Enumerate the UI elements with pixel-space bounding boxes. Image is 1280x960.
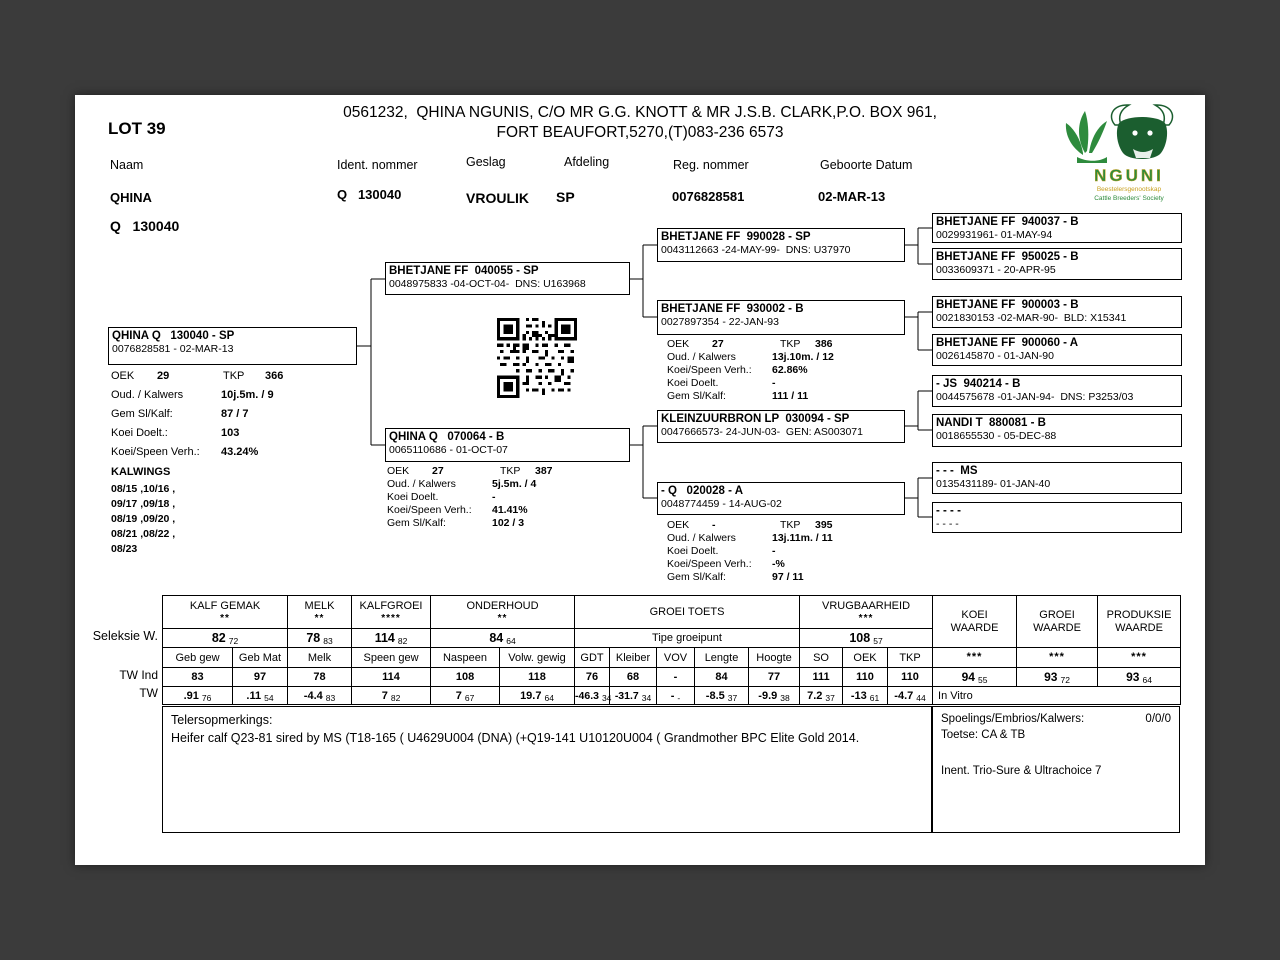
stat-row: Oud. / Kalwers 13j.11m. / 11 <box>667 532 833 544</box>
seleksie-onderhoud: 84 64 <box>431 629 575 648</box>
stat-row: Koei/Speen Verh.: 41.41% <box>387 504 528 516</box>
tw-cell: -4.4 83 <box>288 687 352 705</box>
health-info-box <box>932 706 1180 833</box>
sub-header: Naspeen <box>431 648 500 668</box>
gp1-name: BHETJANE FF 930002 - B <box>661 303 804 315</box>
tw-ind-cell: 111 <box>800 668 843 687</box>
remarks-title: Telersopmerkings: <box>171 713 273 727</box>
pedigree-box-dam <box>385 428 630 462</box>
tw-ind-cell: 84 <box>695 668 749 687</box>
value-naam: QHINA <box>110 190 152 205</box>
pedigree-box-ggp-2 <box>932 296 1182 328</box>
sub-header: VOV <box>657 648 695 668</box>
gp3-reg: 0048774459 - 14-AUG-02 <box>661 498 782 510</box>
tw-ind-cell: 110 <box>843 668 888 687</box>
tw-ind-cell: 108 <box>431 668 500 687</box>
gp1-reg: 0027897354 - 22-JAN-93 <box>661 316 779 328</box>
title-line-1: 0561232, QHINA NGUNIS, C/O MR G.G. KNOTT & MR J.S.B. CLARK,P.O. BOX 961, <box>343 104 937 121</box>
seleksie-kalfgroei: 114 82 <box>352 629 431 648</box>
inent-line: Inent. Trio-Sure & Ultrachoice 7 <box>941 765 1102 777</box>
nguni-logo <box>1057 101 1187 208</box>
ggp6-reg: 0135431189- 01-JAN-40 <box>936 478 1051 490</box>
produksie-waarde-stars: *** <box>1098 648 1181 668</box>
remarks-body: Heifer calf Q23-81 sired by MS (T18-165 ( U4629U004 (DNA) (+Q19-141 U10120U004 ( Grandmother BPC Elite Gold 2014. <box>171 731 860 745</box>
sub-header: Kleiber <box>610 648 657 668</box>
tw-ind-cell: 83 <box>163 668 233 687</box>
logo-name: NGUNI <box>1094 166 1164 185</box>
dam-name: QHINA Q 070064 - B <box>389 431 505 443</box>
spoelings-label: Spoelings/Embrios/Kalwers: <box>941 713 1085 725</box>
koei-waarde-stars: *** <box>933 648 1017 668</box>
stat-row: Koei/Speen Verh.: 62.86% <box>667 364 808 376</box>
tw-ind-cell: 114 <box>352 668 431 687</box>
tw-ind-groei-waarde: 93 72 <box>1017 668 1098 687</box>
tw-cell: -4.7 44 <box>888 687 933 705</box>
stat-row: Koei Doelt. - <box>387 491 496 503</box>
performance-table <box>162 595 1181 705</box>
tw-ind-cell: 77 <box>749 668 800 687</box>
pedigree-box-sire <box>385 262 630 295</box>
pedigree-box-gp-2 <box>657 410 905 443</box>
ggp4-name: - JS 940214 - B <box>936 378 1021 390</box>
label-afdeling: Afdeling <box>564 155 610 169</box>
ggp6-name: - - - MS <box>936 465 978 477</box>
tw-ind-cell: 118 <box>500 668 575 687</box>
tw-ind-cell: 110 <box>888 668 933 687</box>
value-geboorte-datum: 02-MAR-13 <box>818 189 886 204</box>
value-geslag: VROULIK <box>466 190 529 206</box>
tw-ind-produksie-waarde: 93 64 <box>1098 668 1181 687</box>
row-label-tw: TW <box>139 686 158 700</box>
stat-row: Gem Sl/Kalf: 87 / 7 <box>111 408 249 420</box>
sub-header: Melk <box>288 648 352 668</box>
tw-cell: 19.7 64 <box>500 687 575 705</box>
stat-row: Koei Doelt. - <box>667 377 776 389</box>
pedigree-box-ggp-6 <box>932 462 1182 494</box>
pedigree-box-ggp-4 <box>932 375 1182 407</box>
stat-row: Oud. / Kalwers 13j.10m. / 12 <box>667 351 834 363</box>
tw-cell: - - <box>657 687 695 705</box>
stat-row: Gem Sl/Kalf: 102 / 3 <box>387 517 525 529</box>
group-groei-toets: GROEI TOETS <box>575 596 800 629</box>
value-afdeling: SP <box>556 189 575 205</box>
sub-header: Geb gew <box>163 648 233 668</box>
stat-row: Gem Sl/Kalf: 97 / 11 <box>667 571 804 583</box>
subject-oek-tkp: OEK 29 TKP 366 <box>111 370 284 382</box>
subject-stats <box>111 367 283 557</box>
logo-subtitle-1: Beestelersgenootskap <box>1096 186 1162 193</box>
sub-header: Volw. gewig <box>500 648 575 668</box>
stat-row: Oud. / Kalwers 5j.5m. / 4 <box>387 478 537 490</box>
gp0-reg: 0043112663 -24-MAY-99- DNS: U37970 <box>661 244 851 256</box>
tw-ind-koei-waarde: 94 55 <box>933 668 1017 687</box>
group-kalfgroei: KALFGROEI **** <box>352 596 431 629</box>
tw-ind-cell: - <box>657 668 695 687</box>
group-groei-waarde: GROEI WAARDE <box>1017 596 1098 648</box>
tw-cell: .91 76 <box>163 687 233 705</box>
pedigree-box-subject <box>108 327 357 365</box>
sire-name: BHETJANE FF 040055 - SP <box>389 265 539 277</box>
lot-number: LOT 39 <box>108 119 166 138</box>
dam-stats <box>387 465 553 530</box>
toetse-line: Toetse: CA & TB <box>941 729 1026 741</box>
breeder-remarks-box <box>162 706 932 833</box>
ggp2-reg: 0021830153 -02-MAR-90- BLD: X15341 <box>936 312 1127 324</box>
ggp0-name: BHETJANE FF 940037 - B <box>936 216 1079 228</box>
gp0-name: BHETJANE FF 990028 - SP <box>661 231 811 243</box>
label-naam: Naam <box>110 158 144 172</box>
value-ident-repeat: Q 130040 <box>110 218 180 234</box>
pedigree-box-gp-3 <box>657 482 905 515</box>
sub-header: Lengte <box>695 648 749 668</box>
row-label-tw-ind: TW Ind <box>119 668 158 682</box>
stat-row: Gem Sl/Kalf: 111 / 11 <box>667 390 809 402</box>
kalwings-line: 08/21 ,08/22 , <box>111 528 176 540</box>
gp3-stats <box>667 519 833 584</box>
group-onderhoud: ONDERHOUD ** <box>431 596 575 629</box>
label-ident-nommer: Ident. nommer <box>337 158 418 172</box>
gp3-name: - Q 020028 - A <box>661 485 744 497</box>
stat-row: Oud. / Kalwers 10j.5m. / 9 <box>111 389 274 401</box>
pedigree-box-gp-1 <box>657 300 905 335</box>
gp2-reg: 0047666573- 24-JUN-03- GEN: AS003071 <box>661 426 863 438</box>
ggp3-name: BHETJANE FF 900060 - A <box>936 337 1079 349</box>
kalwings-title: KALWINGS <box>111 466 171 478</box>
sub-header: OEK <box>843 648 888 668</box>
pedigree-box-ggp-7 <box>932 502 1182 533</box>
spoelings-value: 0/0/0 <box>1145 713 1171 725</box>
spoelings-line <box>941 711 1171 727</box>
pedigree-box-gp-0 <box>657 228 905 262</box>
document-title <box>75 103 1205 143</box>
ggp1-reg: 0033609371 - 20-APR-95 <box>936 264 1056 276</box>
ggp7-name: - - - - <box>936 505 961 517</box>
stat-row: Koei Doelt. - <box>667 545 776 557</box>
tw-cell: -13 61 <box>843 687 888 705</box>
pedigree-box-ggp-1 <box>932 248 1182 280</box>
document-page <box>75 95 1205 865</box>
gp3-oek-tkp: OEK - TKP 395 <box>667 519 833 531</box>
group-produksie-waarde: PRODUKSIE WAARDE <box>1098 596 1181 648</box>
sub-header: TKP <box>888 648 933 668</box>
nguni-logo-graphic <box>1057 101 1187 203</box>
tw-ind-cell: 68 <box>610 668 657 687</box>
tw-cell: 7.2 37 <box>800 687 843 705</box>
gp1-oek-tkp: OEK 27 TKP 386 <box>667 338 833 350</box>
label-geboorte-datum: Geboorte Datum <box>820 158 913 172</box>
group-vrugbaarheid: VRUGBAARHEID *** <box>800 596 933 629</box>
qr-code <box>497 318 577 403</box>
pedigree-box-ggp-0 <box>932 213 1182 243</box>
ggp5-name: NANDI T 880081 - B <box>936 417 1046 429</box>
sire-reg: 0048975833 -04-OCT-04- DNS: U163968 <box>389 278 586 290</box>
pedigree-box-ggp-5 <box>932 414 1182 447</box>
logo-subtitle-2: Cattle Breeders' Society <box>1094 195 1164 202</box>
ggp2-name: BHETJANE FF 900003 - B <box>936 299 1079 311</box>
subject-reg: 0076828581 - 02-MAR-13 <box>112 343 234 355</box>
kalwings-line: 08/19 ,09/20 , <box>111 513 176 525</box>
dam-reg: 0065110686 - 01-OCT-07 <box>389 444 508 456</box>
label-geslag: Geslag <box>466 155 506 169</box>
in-vitro-note: In Vitro <box>933 687 1181 705</box>
pedigree-box-ggp-3 <box>932 334 1182 366</box>
sub-header: Speen gew <box>352 648 431 668</box>
tw-ind-cell: 76 <box>575 668 610 687</box>
ggp3-reg: 0026145870 - 01-JAN-90 <box>936 350 1054 362</box>
value-reg-nommer: 0076828581 <box>672 189 745 204</box>
ggp4-reg: 0044575678 -01-JAN-94- DNS: P3253/03 <box>936 391 1134 403</box>
title-line-2: FORT BEAUFORT,5270,(T)083-236 6573 <box>496 124 784 141</box>
gp2-name: KLEINZUURBRON LP 030094 - SP <box>661 413 850 425</box>
tw-cell: 7 82 <box>352 687 431 705</box>
seleksie-vrugbaarheid: 108 57 <box>800 629 933 648</box>
seleksie-kalf-gemak: 82 72 <box>163 629 288 648</box>
kalwings-line: 09/17 ,09/18 , <box>111 498 176 510</box>
sub-header: SO <box>800 648 843 668</box>
sub-header: GDT <box>575 648 610 668</box>
value-ident-nommer: Q 130040 <box>337 187 402 202</box>
sub-header: Geb Mat <box>233 648 288 668</box>
stat-row: Koei/Speen Verh.: -% <box>667 558 785 570</box>
stat-row: Koei Doelt.: 103 <box>111 427 240 439</box>
tw-cell: -31.7 34 <box>610 687 657 705</box>
gp1-stats <box>667 338 834 403</box>
tw-cell: -46.3 34 <box>575 687 610 705</box>
group-kalf-gemak: KALF GEMAK ** <box>163 596 288 629</box>
dam-oek-tkp: OEK 27 TKP 387 <box>387 465 553 477</box>
stat-row: Koei/Speen Verh.: 43.24% <box>111 446 259 458</box>
kalwings-line: 08/23 <box>111 543 138 555</box>
ggp5-reg: 0018655530 - 05-DEC-88 <box>936 430 1057 442</box>
kalwings-line: 08/15 ,10/16 , <box>111 483 176 495</box>
groei-waarde-stars: *** <box>1017 648 1098 668</box>
tw-cell: -8.5 37 <box>695 687 749 705</box>
group-melk: MELK ** <box>288 596 352 629</box>
subject-name: QHINA Q 130040 - SP <box>112 330 235 342</box>
tw-cell: .11 54 <box>233 687 288 705</box>
ggp7-reg: - - - - <box>936 518 959 530</box>
label-reg-nommer: Reg. nommer <box>673 158 749 172</box>
ggp0-reg: 0029931961- 01-MAY-94 <box>936 229 1053 241</box>
tw-ind-cell: 78 <box>288 668 352 687</box>
seleksie-melk: 78 83 <box>288 629 352 648</box>
tipe-groeipunt: Tipe groeipunt <box>575 629 800 648</box>
ggp1-name: BHETJANE FF 950025 - B <box>936 251 1079 263</box>
group-koei-waarde: KOEI WAARDE <box>933 596 1017 648</box>
row-label-seleksie: Seleksie W. <box>92 629 158 643</box>
tw-cell: -9.9 38 <box>749 687 800 705</box>
qr-code-graphic <box>497 318 577 398</box>
sub-header: Hoogte <box>749 648 800 668</box>
tw-ind-cell: 97 <box>233 668 288 687</box>
tw-cell: 7 67 <box>431 687 500 705</box>
